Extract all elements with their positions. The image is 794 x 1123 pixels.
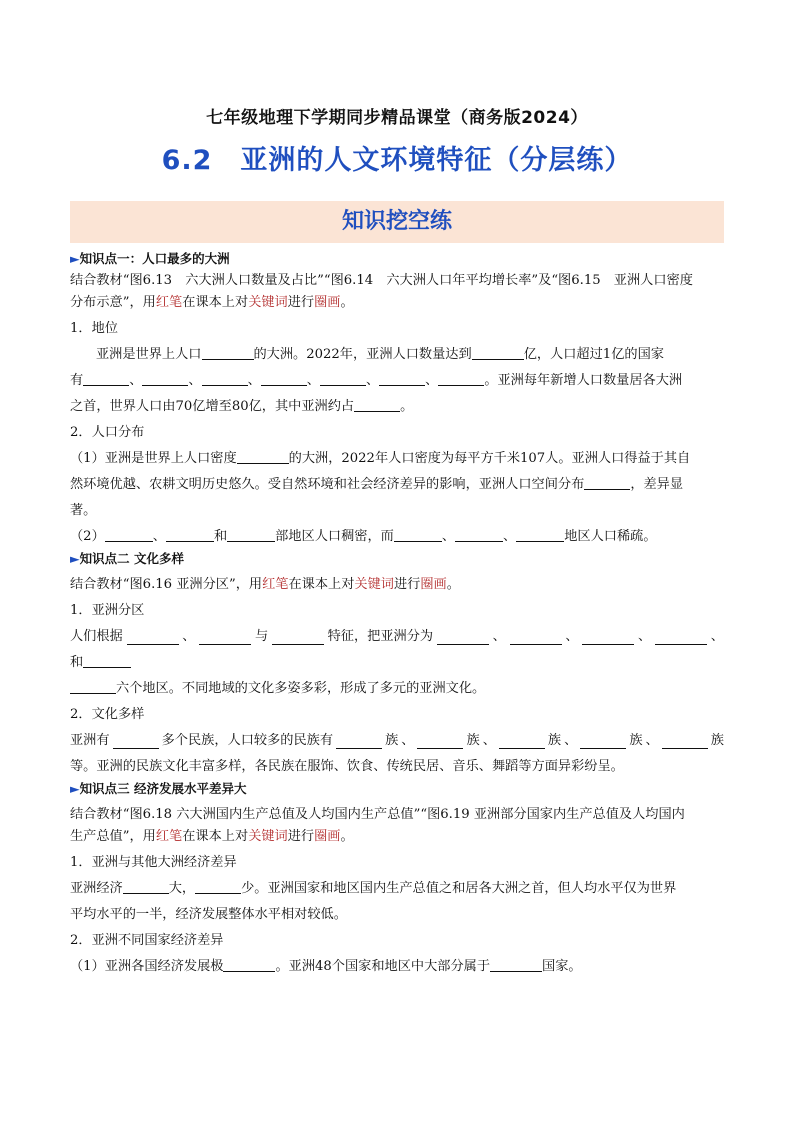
fill-blank[interactable] xyxy=(472,345,524,360)
kp3-s1-title: 1．亚洲与其他大洲经济差异 xyxy=(70,855,237,870)
kp3-s1-end: 平均水平的一半，经济发展整体水平相对较低。 xyxy=(70,907,347,922)
fill-blank[interactable] xyxy=(655,630,707,645)
fill-blank[interactable] xyxy=(455,527,503,542)
kp1-s1-text: 亚洲是世界上人口 的大洲。2022年，亚洲人口数量达到 亿，人口超过1亿的国家 xyxy=(96,347,664,362)
fill-blank[interactable] xyxy=(127,630,179,645)
fill-blank[interactable] xyxy=(394,527,442,542)
kp2-s1-end: 六个地区。不同地域的文化多姿多彩，形成了多元的亚洲文化。 xyxy=(70,678,724,700)
kp1-s1-share: 之首，世界人口由70亿增至80亿，其中亚洲约占 。 xyxy=(70,399,414,414)
kp1-reference: 结合教材“图6.13 六大洲人口数量及占比”“图6.14 六大洲人口年平均增长率”及“图6.15 亚洲人口密度 xyxy=(70,273,693,288)
fill-blank[interactable] xyxy=(437,630,489,645)
document-title: 6.2 亚洲的人文环境特征（分层练） xyxy=(161,145,633,176)
kp1-s2-end: 著。 xyxy=(70,503,97,518)
fill-blank[interactable] xyxy=(142,371,188,386)
kp1-s2-title: 2．人口分布 xyxy=(70,425,145,440)
fill-blank[interactable] xyxy=(379,371,425,386)
fill-blank[interactable] xyxy=(199,630,251,645)
triangle-bullet-icon: ► xyxy=(70,781,80,796)
fill-blank[interactable] xyxy=(272,630,324,645)
fill-blank[interactable] xyxy=(438,371,484,386)
fill-blank[interactable] xyxy=(336,734,382,749)
triangle-bullet-icon: ► xyxy=(70,251,80,266)
kp2-s1-and: 和 xyxy=(70,652,724,674)
fill-blank[interactable] xyxy=(202,345,254,360)
fill-blank[interactable] xyxy=(166,527,214,542)
kp3-s2-text: （1）亚洲各国经济发展极 。亚洲48个国家和地区中大部分属于 国家。 xyxy=(70,959,582,974)
document-subtitle: 七年级地理下学期同步精品课堂（商务版2024） xyxy=(206,108,588,128)
kp3-s2-title: 2．亚洲不同国家经济差异 xyxy=(70,933,224,948)
fill-blank[interactable] xyxy=(510,630,562,645)
kp3-s1-text: 亚洲经济 大， 少。亚洲国家和地区国内生产总值之和居各大洲之首，但人均水平仅为世界 xyxy=(70,881,677,896)
kp1-reference-cont: 分布示意”，用红笔在课本上对关键词进行圈画。 xyxy=(70,295,354,310)
fill-blank[interactable] xyxy=(237,449,289,464)
fill-blank[interactable] xyxy=(662,734,708,749)
fill-blank[interactable] xyxy=(490,957,542,972)
kp2-s1-title: 1．亚洲分区 xyxy=(70,603,145,618)
fill-blank[interactable] xyxy=(580,734,626,749)
kp1-s2-regions: （2） 、 和 部地区人口稠密，而 、 、 地区人口稀疏。 xyxy=(70,529,657,544)
kp2-reference: 结合教材“图6.16 亚洲分区”，用红笔在课本上对关键词进行圈画。 xyxy=(70,577,460,592)
fill-blank[interactable] xyxy=(227,527,275,542)
fill-blank[interactable] xyxy=(499,734,545,749)
fill-blank[interactable] xyxy=(223,957,275,972)
kp1-s1-title: 1．地位 xyxy=(70,321,118,336)
fill-blank[interactable] xyxy=(83,371,129,386)
kp2-heading: ►知识点二 文化多样 xyxy=(70,551,184,566)
kp2-s1-text: 人们根据 、 与 特征，把亚洲分为 、 、 、 、 xyxy=(70,629,724,644)
fill-blank[interactable] xyxy=(584,475,630,490)
document-body xyxy=(70,248,724,978)
fill-blank[interactable] xyxy=(582,630,634,645)
kp1-s2-density: （1）亚洲是世界上人口密度 的大洲，2022年人口密度为每平方千米107人。亚洲人口得益于其自 xyxy=(70,451,691,466)
fill-blank[interactable] xyxy=(202,371,248,386)
kp2-s2-end: 等。亚洲的民族文化丰富多样，各民族在服饰、饮食、传统民居、音乐、舞蹈等方面异彩纷呈。 xyxy=(70,759,624,774)
fill-blank[interactable] xyxy=(113,734,159,749)
fill-blank[interactable] xyxy=(70,679,116,694)
fill-blank[interactable] xyxy=(354,397,400,412)
section-banner: 知识挖空练 xyxy=(70,201,724,243)
kp3-reference-cont: 生产总值”，用红笔在课本上对关键词进行圈画。 xyxy=(70,829,354,844)
fill-blank[interactable] xyxy=(417,734,463,749)
fill-blank[interactable] xyxy=(195,879,241,894)
kp1-heading: ►知识点一：人口最多的大洲 xyxy=(70,251,230,266)
fill-blank[interactable] xyxy=(105,527,153,542)
kp2-s2-text: 亚洲有 多个民族，人口较多的民族有 族 、 族 、 族 、 族 、 族 xyxy=(70,733,724,748)
fill-blank[interactable] xyxy=(83,653,131,668)
triangle-bullet-icon: ► xyxy=(70,551,80,566)
kp1-s2-distribution: 然环境优越、农耕文明历史悠久。受自然环境和社会经济差异的影响，亚洲人口空间分布 ，差异显 xyxy=(70,477,684,492)
fill-blank[interactable] xyxy=(123,879,169,894)
kp3-heading: ►知识点三 经济发展水平差异大 xyxy=(70,781,247,796)
fill-blank[interactable] xyxy=(516,527,564,542)
fill-blank[interactable] xyxy=(261,371,307,386)
kp3-reference: 结合教材“图6.18 六大洲国内生产总值及人均国内生产总值”“图6.19 亚洲部分国家内生产总值及人均国内 xyxy=(70,807,685,822)
kp1-s1-countries: 有 、 、 、 、 、 、 。亚洲每年新增人口数量居各大洲 xyxy=(70,373,683,388)
fill-blank[interactable] xyxy=(320,371,366,386)
kp2-s2-title: 2．文化多样 xyxy=(70,707,145,722)
